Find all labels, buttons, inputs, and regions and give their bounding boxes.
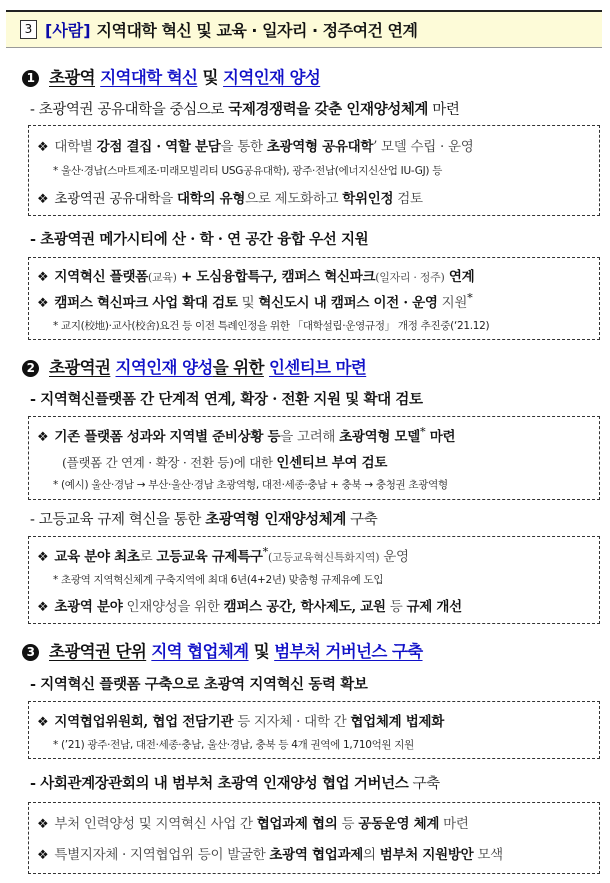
section-number-box: 3 xyxy=(20,20,37,39)
bullet-item: ❖ 지역협업위원회, 협업 전담기관 등 지자체 · 대학 간 협업체계 법제화 xyxy=(37,714,444,730)
number-circle-icon: 3 xyxy=(22,644,39,661)
dash-item: - 고등교육 규제 혁신을 통한 초광역형 인재양성체계 구축 xyxy=(30,511,378,528)
number-circle-icon: 2 xyxy=(22,360,39,377)
bullet-item: ❖ 기존 플랫폼 성과와 지역별 준비상황 등을 고려해 초광역형 모델* 마련 xyxy=(37,425,456,445)
subsection-heading-1: 1 초광역 지역대학 혁신 및 지역인재 양성 xyxy=(22,64,320,88)
diamond-bullet-icon: ❖ xyxy=(37,848,49,863)
diamond-bullet-icon: ❖ xyxy=(37,192,49,207)
dash-item: - 지역혁신 플랫폼 구축으로 초광역 지역혁신 동력 확보 xyxy=(30,676,368,693)
bullet-item: ❖ 캠퍼스 혁신파크 사업 확대 검토 및 혁신도시 내 캠퍼스 이전 · 운영 지원* xyxy=(37,291,473,311)
dash-item: - 초광역권 공유대학을 중심으로 국제경쟁력을 갖춘 인재양성체계 마련 xyxy=(30,101,460,118)
footnote: * 교지(校地)·교사(校舍)요건 등 이전 특례인정을 위한 「대학설립·운영규정」 개정 추진중(‘21.12) xyxy=(53,320,490,332)
dash-item: - 사회관계장관회의 내 범부처 초광역 인재양성 협업 거버넌스 구축 xyxy=(30,775,440,792)
subsection-heading-2: 2 초광역권 지역인재 양성을 위한 인센티브 마련 xyxy=(22,354,366,378)
diamond-bullet-icon: ❖ xyxy=(37,550,49,565)
diamond-bullet-icon: ❖ xyxy=(37,270,49,285)
bullet-item: ❖ 초광역권 공유대학을 대학의 유형으로 제도화하고 학위인정 검토 xyxy=(37,191,423,207)
diamond-bullet-icon: ❖ xyxy=(37,430,49,445)
detail-box xyxy=(28,416,600,500)
dash-item: - 지역혁신플랫폼 간 단계적 연계, 확장 · 전환 지원 및 확대 검토 xyxy=(30,391,423,408)
bullet-item: ❖ 특별지자체 · 지역협업위 등이 발굴한 초광역 협업과제의 범부처 지원방안 모색 xyxy=(37,847,503,863)
detail-box xyxy=(28,536,600,624)
diamond-bullet-icon: ❖ xyxy=(37,715,49,730)
diamond-bullet-icon: ❖ xyxy=(37,600,49,615)
footnote: * (예시) 울산·경남 → 부산·울산·경남 초광역형, 대전·세종·충남 + 충북 → 충청권 초광역형 xyxy=(53,479,448,491)
number-circle-icon: 1 xyxy=(22,70,39,87)
footnote: * 초광역 지역혁신체계 구축지역에 최대 6년(4+2년) 맞춤형 규제유예 도입 xyxy=(53,574,384,586)
diamond-bullet-icon: ❖ xyxy=(37,296,49,311)
diamond-bullet-icon: ❖ xyxy=(37,140,49,155)
bullet-item: ❖ 대학별 강점 결집 · 역할 분담을 통한 초광역형 공유대학’ 모델 수립 · 운영 xyxy=(37,139,474,155)
bullet-item: ❖ 지역혁신 플랫폼(교육) + 도심융합특구, 캠퍼스 혁신파크(일자리 · 정주) 연계 xyxy=(37,269,475,285)
footnote: * (’21) 광주·전남, 대전·세종·충남, 울산·경남, 충북 등 4개 권역에 1,710억원 지원 xyxy=(53,739,414,751)
section-header xyxy=(6,10,602,48)
detail-box xyxy=(28,701,600,759)
continuation-line: (플랫폼 간 연계 · 확장 · 전환 등)에 대한 인센티브 부여 검토 xyxy=(62,455,388,471)
dash-item: - 초광역권 메가시티에 산 · 학 · 연 공간 융합 우선 지원 xyxy=(30,231,369,248)
detail-box xyxy=(28,802,600,874)
detail-box xyxy=(28,257,600,340)
detail-box xyxy=(28,125,600,216)
subsection-heading-3: 3 초광역권 단위 지역 협업체계 및 범부처 거버넌스 구축 xyxy=(22,638,423,662)
section-tag: [사람] xyxy=(45,21,91,40)
bullet-item: ❖ 부처 인력양성 및 지역혁신 사업 간 협업과제 협의 등 공동운영 체계 마련 xyxy=(37,816,469,832)
diamond-bullet-icon: ❖ xyxy=(37,817,49,832)
bullet-item: ❖ 초광역 분야 인재양성을 위한 캠퍼스 공간, 학사제도, 교원 등 규제 개선 xyxy=(37,599,462,615)
section-title: 지역대학 혁신 및 교육 · 일자리 · 정주여건 연계 xyxy=(96,21,418,40)
footnote: * 울산·경남(스마트제조·미래모빌리티 USG공유대학), 광주·전남(에너지신산업 IU-GJ) 등 xyxy=(53,165,443,177)
bullet-item: ❖ 교육 분야 최초로 고등교육 규제특구*(고등교육혁신특화지역) 운영 xyxy=(37,545,409,565)
